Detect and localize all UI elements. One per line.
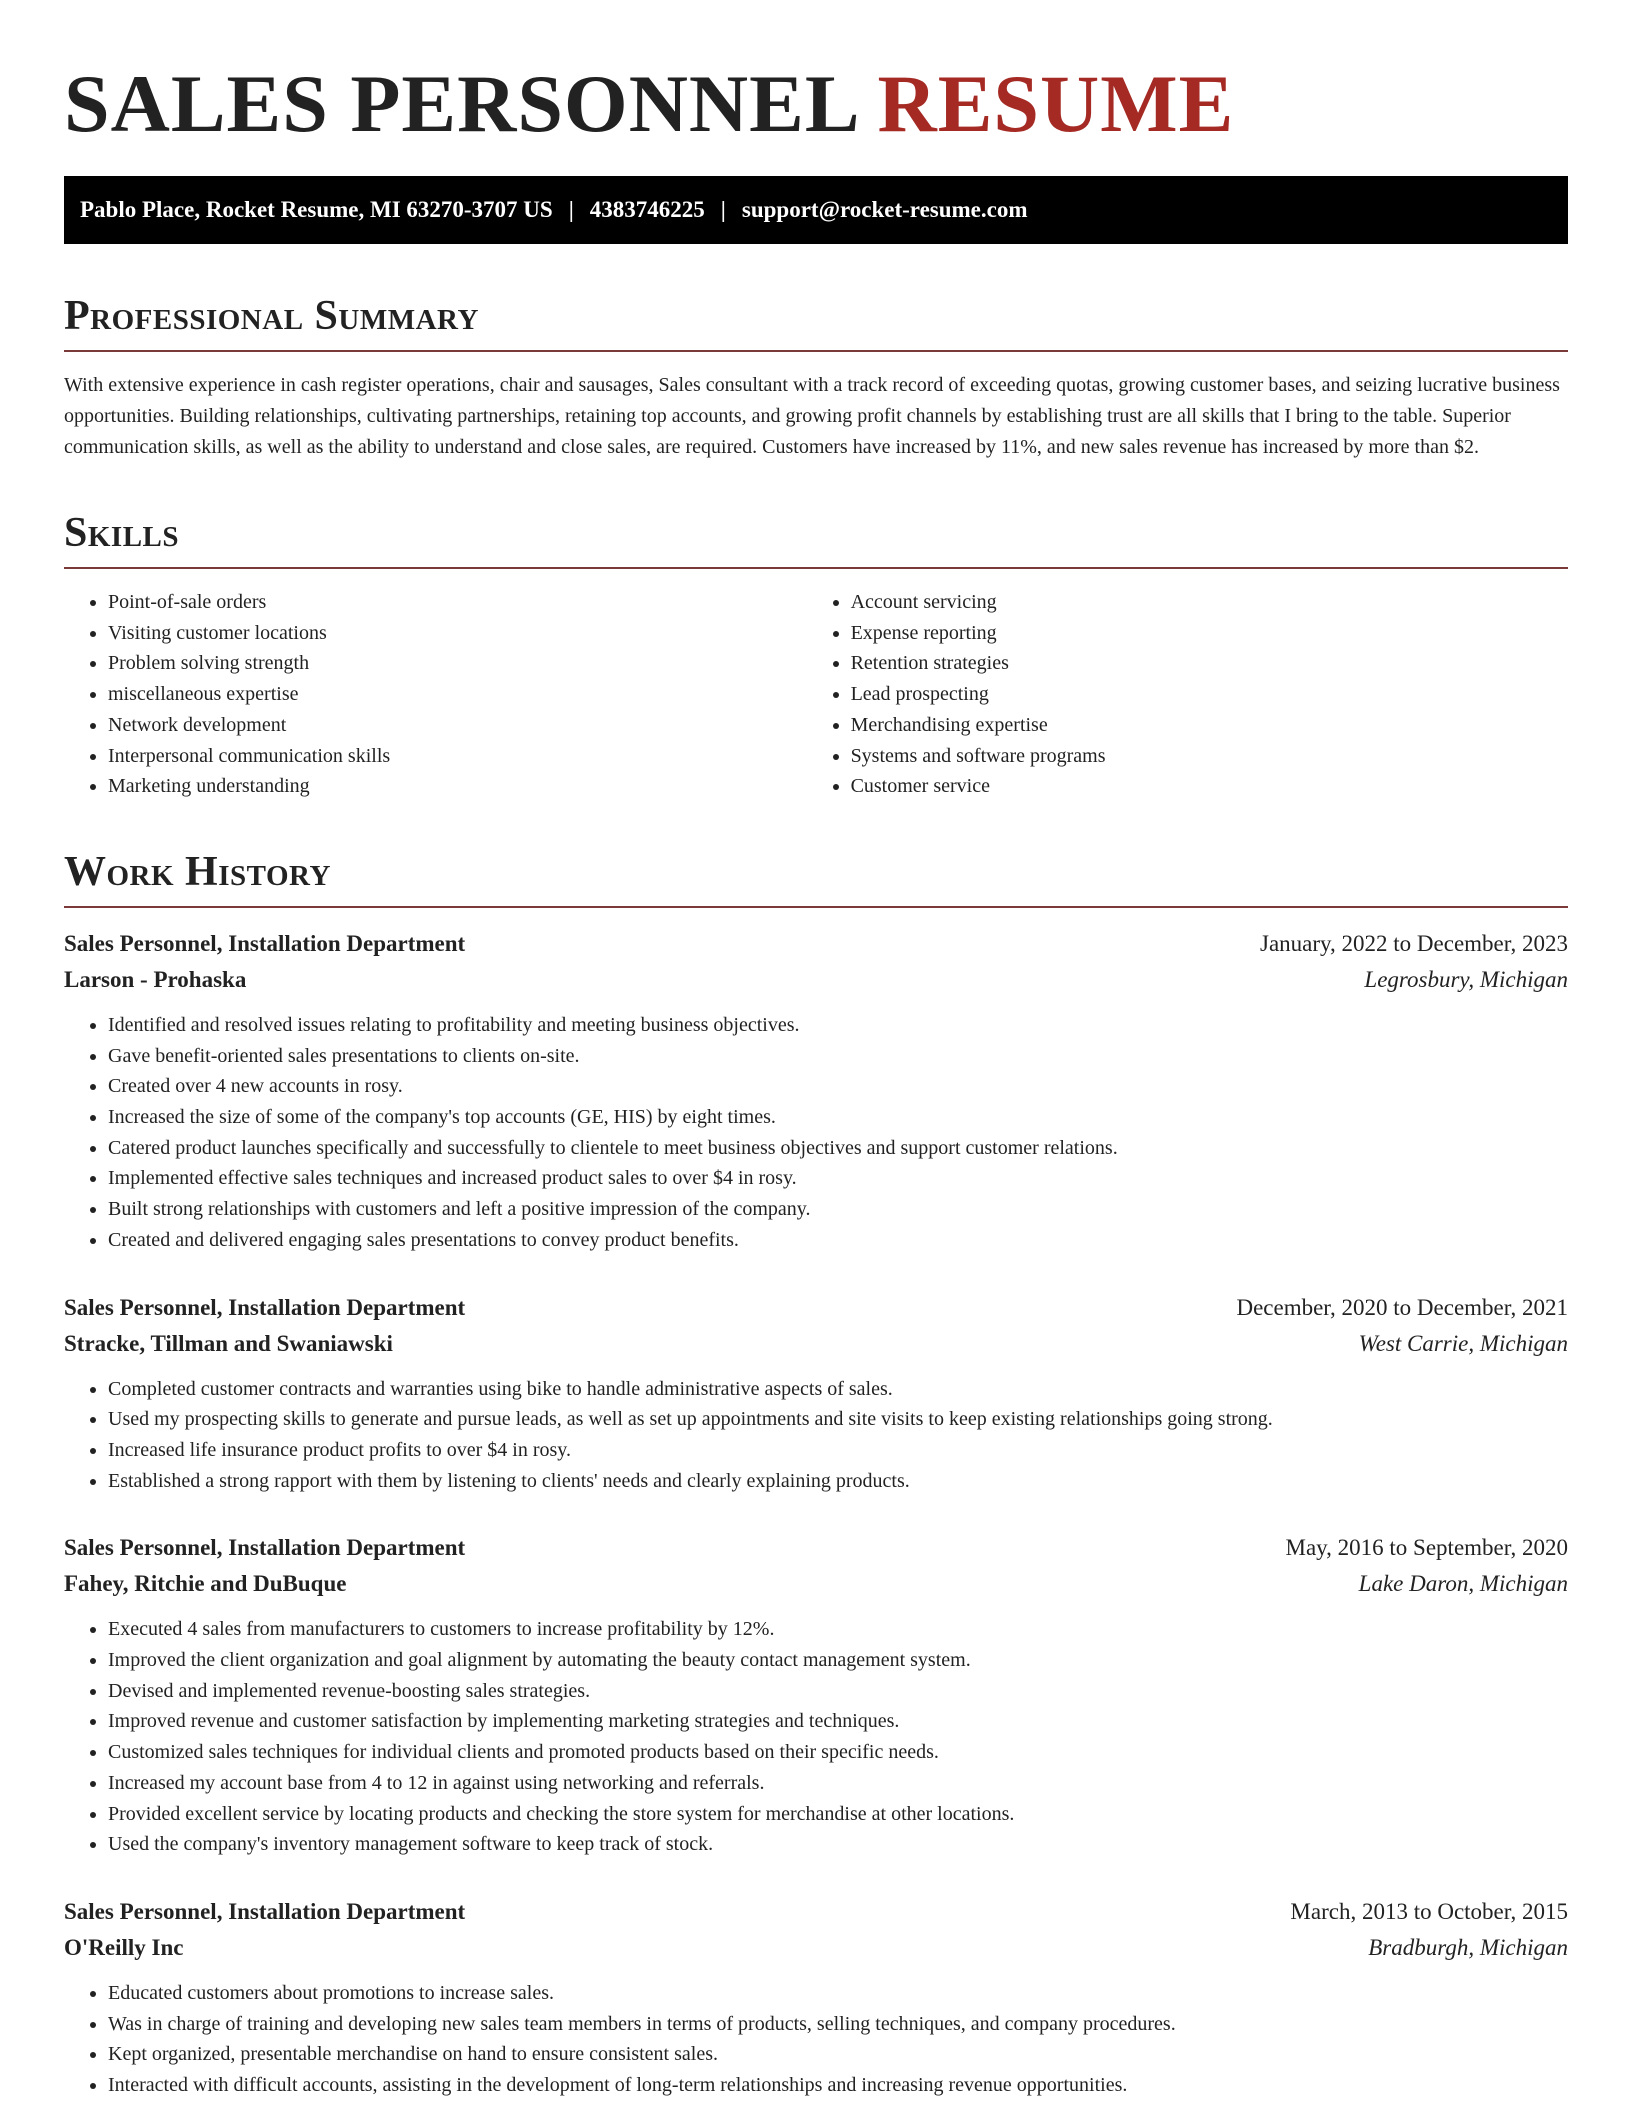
job-bullet: • Completed customer contracts and warranties using bike to handle administrative aspects of sales.: [108, 1374, 1568, 1405]
job-bullet: • Increased my account base from 4 to 12 in against using networking and referrals.: [108, 1768, 1568, 1799]
job-bullets: [64, 1614, 1568, 1860]
resume-title: [64, 56, 1568, 152]
title-part-1: SALES PERSONNEL: [64, 58, 856, 149]
job-dates: March, 2013 to October, 2015: [1290, 1898, 1568, 1924]
job-header: [64, 1530, 1568, 1566]
skills-column-right: [807, 587, 1568, 802]
job-location: West Carrie, Michigan: [1358, 1330, 1568, 1356]
job-location: Legrosbury, Michigan: [1364, 966, 1568, 992]
job-subheader: [64, 1930, 1568, 1966]
skill-item: • Lead prospecting: [851, 679, 1568, 710]
job-subheader: [64, 962, 1568, 998]
contact-address: Pablo Place, Rocket Resume, MI 63270-3707 US: [80, 197, 553, 222]
job-bullets: [64, 1978, 1568, 2101]
job-company: Larson - Prohaska: [64, 966, 247, 992]
job-header: [64, 1290, 1568, 1326]
job-company: O'Reilly Inc: [64, 1934, 184, 1960]
skill-item: • Network development: [108, 710, 807, 741]
job-entry: [64, 1530, 1568, 1860]
skill-item: • Visiting customer locations: [108, 618, 807, 649]
job-bullet: • Kept organized, presentable merchandise on hand to ensure consistent sales.: [108, 2039, 1568, 2070]
skill-item: • Retention strategies: [851, 648, 1568, 679]
job-company: Fahey, Ritchie and DuBuque: [64, 1571, 347, 1597]
contact-separator: |: [568, 197, 574, 222]
skill-item: • Merchandising expertise: [851, 710, 1568, 741]
skill-item: • Systems and software programs: [851, 741, 1568, 772]
skill-item: • Problem solving strength: [108, 648, 807, 679]
job-bullets: [64, 1010, 1568, 1256]
job-dates: December, 2020 to December, 2021: [1236, 1294, 1568, 1320]
job-bullet: • Created and delivered engaging sales presentations to convey product benefits.: [108, 1225, 1568, 1256]
job-entry: [64, 1894, 1568, 2101]
skill-item: • Interpersonal communication skills: [108, 741, 807, 772]
job-bullet: • Increased the size of some of the company's top accounts (GE, HIS) by eight times.: [108, 1102, 1568, 1133]
job-dates: May, 2016 to September, 2020: [1285, 1535, 1568, 1561]
skill-item: • Account servicing: [851, 587, 1568, 618]
skill-item: • Point-of-sale orders: [108, 587, 807, 618]
skill-item: • Customer service: [851, 771, 1568, 802]
job-bullet: • Used the company's inventory management software to keep track of stock.: [108, 1829, 1568, 1860]
job-bullets: [64, 1374, 1568, 1497]
job-bullet: • Created over 4 new accounts in rosy.: [108, 1071, 1568, 1102]
job-bullet: • Established a strong rapport with them by listening to clients' needs and clearly explaining products.: [108, 1466, 1568, 1497]
job-subheader: [64, 1326, 1568, 1362]
job-subheader: [64, 1566, 1568, 1602]
job-dates: January, 2022 to December, 2023: [1260, 930, 1568, 956]
skills-column-left: [64, 587, 807, 802]
job-title: Sales Personnel, Installation Department: [64, 1898, 466, 1924]
job-bullet: • Built strong relationships with customers and left a positive impression of the company.: [108, 1194, 1568, 1225]
contact-bar: [64, 176, 1568, 244]
job-bullet: • Used my prospecting skills to generate and pursue leads, as well as set up appointments and site visits to keep existing relationships going strong.: [108, 1404, 1568, 1435]
job-bullet: • Customized sales techniques for individual clients and promoted products based on their specific needs.: [108, 1737, 1568, 1768]
job-title: Sales Personnel, Installation Department: [64, 1294, 466, 1320]
work-history-heading: Work History: [64, 846, 1568, 908]
skill-item: • Expense reporting: [851, 618, 1568, 649]
skills-heading: Skills: [64, 507, 1568, 569]
resume-content: [64, 56, 1568, 2101]
contact-phone: 4383746225: [589, 197, 705, 222]
skills-list: [64, 587, 1568, 802]
job-title: Sales Personnel, Installation Department: [64, 930, 466, 956]
job-company: Stracke, Tillman and Swaniawski: [64, 1330, 393, 1356]
summary-heading: Professional Summary: [64, 290, 1568, 352]
contact-email[interactable]: support@rocket-resume.com: [741, 197, 1028, 222]
job-bullet: • Catered product launches specifically and successfully to clientele to meet business objectives and support customer relations.: [108, 1133, 1568, 1164]
job-entry: [64, 1290, 1568, 1497]
job-header: [64, 1894, 1568, 1930]
job-header: [64, 926, 1568, 962]
contact-separator: |: [720, 197, 726, 222]
skill-item: • miscellaneous expertise: [108, 679, 807, 710]
skill-item: • Marketing understanding: [108, 771, 807, 802]
summary-text: With extensive experience in cash register operations, chair and sausages, Sales consultant with a track record of exceeding quotas, growing customer bases, and seizing lucrative business opportunities. Building relationships, cultivating partnerships, retaining top accounts, and growing profit channels by establishing trust are all skills that I bring to the table. Superior communication skills, as well as the ability to understand and close sales, are required. Customers have increased by 11%, and new sales revenue has increased by more than $2.: [64, 374, 1560, 458]
job-location: Lake Daron, Michigan: [1358, 1571, 1568, 1597]
job-bullet: • Improved revenue and customer satisfaction by implementing marketing strategies and techniques.: [108, 1706, 1568, 1737]
job-title: Sales Personnel, Installation Department: [64, 1535, 466, 1561]
job-location: Bradburgh, Michigan: [1368, 1934, 1568, 1960]
job-bullet: • Provided excellent service by locating products and checking the store system for merchandise at other locations.: [108, 1799, 1568, 1830]
job-bullet: • Increased life insurance product profits to over $4 in rosy.: [108, 1435, 1568, 1466]
job-entry: [64, 926, 1568, 1256]
title-part-2: RESUME: [877, 58, 1235, 149]
job-bullet: • Was in charge of training and developing new sales team members in terms of products, selling techniques, and company procedures.: [108, 2009, 1568, 2040]
job-bullet: • Improved the client organization and goal alignment by automating the beauty contact management system.: [108, 1645, 1568, 1676]
job-bullet: • Implemented effective sales techniques and increased product sales to over $4 in rosy.: [108, 1163, 1568, 1194]
job-bullet: • Interacted with difficult accounts, assisting in the development of long-term relationships and increasing revenue opportunities.: [108, 2070, 1568, 2101]
job-bullet: • Devised and implemented revenue-boosting sales strategies.: [108, 1676, 1568, 1707]
job-bullet: • Identified and resolved issues relating to profitability and meeting business objectives.: [108, 1010, 1568, 1041]
job-bullet: • Educated customers about promotions to increase sales.: [108, 1978, 1568, 2009]
job-bullet: • Gave benefit-oriented sales presentations to clients on-site.: [108, 1041, 1568, 1072]
job-bullet: • Executed 4 sales from manufacturers to customers to increase profitability by 12%.: [108, 1614, 1568, 1645]
